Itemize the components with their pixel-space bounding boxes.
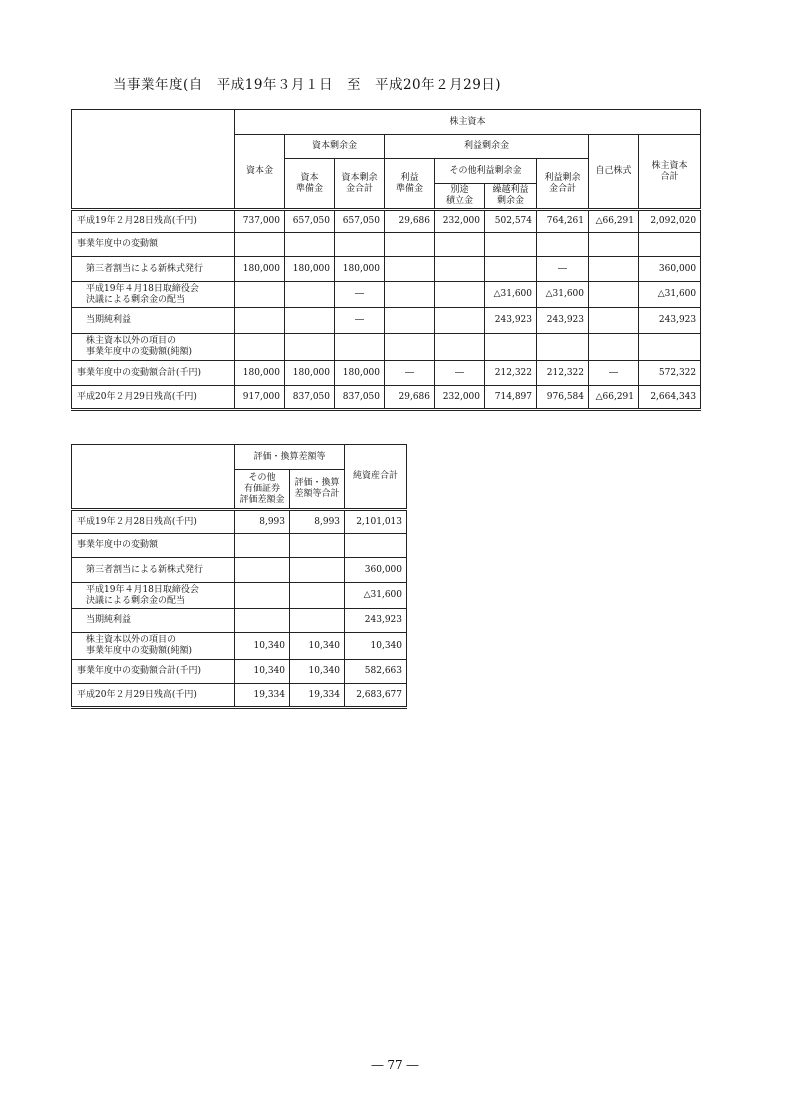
header-kabunushi-shihon-goukei: 株主資本 合計 (639, 135, 701, 210)
table-cell (435, 282, 485, 308)
table-cell (235, 583, 290, 609)
table-cell (290, 534, 345, 558)
table-cell: 917,000 (235, 386, 285, 410)
table-cell (385, 257, 435, 282)
table-cell (385, 282, 435, 308)
table-cell (589, 308, 639, 334)
table-row (72, 210, 701, 233)
table-cell (290, 558, 345, 583)
header-sonota-yuuka-shouken: その他 有価証券 評価差額金 (235, 470, 290, 510)
table-cell: 8,993 (290, 510, 345, 534)
header-shihon-junbikin: 資本 準備金 (285, 159, 335, 210)
table-cell: 2,092,020 (639, 210, 701, 233)
table-cell: △31,600 (639, 282, 701, 308)
header-corner (72, 445, 235, 510)
table-cell: 232,000 (435, 210, 485, 233)
table-cell: 2,683,677 (345, 684, 407, 708)
table-cell: 837,050 (335, 386, 385, 410)
table-cell: 572,322 (639, 361, 701, 386)
header-rieki-jouyokin: 利益剰余金 (385, 135, 589, 159)
row-label: 当期純利益 (72, 308, 235, 334)
table-cell: 657,050 (335, 210, 385, 233)
table-cell: ― (335, 308, 385, 334)
row-label: 株主資本以外の項目の 事業年度中の変動額(純額) (72, 633, 235, 660)
row-label: 平成19年４月18日取締役会 決議による剰余金の配当 (72, 583, 235, 609)
header-corner (72, 110, 235, 210)
page-title: 当事業年度(自 平成19年３月１日 至 平成20年２月29日) (113, 77, 502, 93)
table-cell (485, 233, 537, 257)
table-cell: 502,574 (485, 210, 537, 233)
table-cell (290, 583, 345, 609)
table-cell (589, 257, 639, 282)
table-cell: 360,000 (345, 558, 407, 583)
table-cell (285, 308, 335, 334)
table-cell: 10,340 (235, 633, 290, 660)
table-cell: 243,923 (345, 609, 407, 633)
table-cell (235, 282, 285, 308)
table-cell (235, 334, 285, 361)
table-cell: 10,340 (290, 633, 345, 660)
header-kurikoshi-rieki-jouyokin: 繰越利益 剰余金 (485, 184, 537, 210)
table-cell: 360,000 (639, 257, 701, 282)
header-hyouka-kansan-sagakutou-goukei: 評価・換算 差額等合計 (290, 470, 345, 510)
table-cell: △31,600 (537, 282, 589, 308)
row-label: 平成20年２月29日残高(千円) (72, 386, 235, 410)
table-cell (235, 609, 290, 633)
table-cell: 212,322 (485, 361, 537, 386)
table-cell: △66,291 (589, 386, 639, 410)
table-row (72, 510, 407, 534)
table-cell: ― (435, 361, 485, 386)
header-rieki-jouyokin-goukei: 利益剰余 金合計 (537, 159, 589, 210)
table-cell (589, 233, 639, 257)
table-row (72, 609, 407, 633)
row-label: 第三者割当による新株式発行 (72, 558, 235, 583)
table-cell (335, 334, 385, 361)
table-cell: △31,600 (485, 282, 537, 308)
header-jun-shisan-goukei: 純資産合計 (345, 445, 407, 510)
row-label: 平成19年４月18日取締役会 決議による剰余金の配当 (72, 282, 235, 308)
table-cell: 243,923 (537, 308, 589, 334)
table-cell: 582,663 (345, 660, 407, 684)
table-cell: 29,686 (385, 386, 435, 410)
table-row (72, 334, 701, 361)
row-label: 平成19年２月28日残高(千円) (72, 210, 235, 233)
header-jiko-kabushiki: 自己株式 (589, 135, 639, 210)
table-row (72, 534, 407, 558)
table-row (72, 257, 701, 282)
table-cell: 243,923 (639, 308, 701, 334)
table-cell: 2,101,013 (345, 510, 407, 534)
table-cell (435, 233, 485, 257)
table-cell: 180,000 (285, 361, 335, 386)
table-cell (485, 334, 537, 361)
table-cell: 19,334 (235, 684, 290, 708)
header-shihon-jouyokin: 資本剰余金 (285, 135, 385, 159)
table-cell (435, 257, 485, 282)
table-cell (385, 233, 435, 257)
page-number: ― 77 ― (371, 1058, 419, 1072)
header-shihon-jouyokin-goukei: 資本剰余 金合計 (335, 159, 385, 210)
shareholders-equity-table (71, 109, 701, 411)
row-label: 株主資本以外の項目の 事業年度中の変動額(純額) (72, 334, 235, 361)
header-rieki-junbikin: 利益 準備金 (385, 159, 435, 210)
table-cell: ― (385, 361, 435, 386)
table-cell: 976,584 (537, 386, 589, 410)
table-row (72, 558, 407, 583)
table-cell: 2,664,343 (639, 386, 701, 410)
valuation-net-assets-table (71, 444, 407, 709)
table-cell: 180,000 (335, 257, 385, 282)
table-cell: 232,000 (435, 386, 485, 410)
table-cell: 764,261 (537, 210, 589, 233)
table-cell (235, 534, 290, 558)
table-row (72, 633, 407, 660)
row-label: 事業年度中の変動額合計(千円) (72, 660, 235, 684)
table-cell (235, 233, 285, 257)
table-cell: ― (537, 257, 589, 282)
table-row (72, 282, 701, 308)
table-cell (537, 334, 589, 361)
table-cell: △31,600 (345, 583, 407, 609)
table-cell: 10,340 (345, 633, 407, 660)
table-cell (589, 334, 639, 361)
table-cell (385, 308, 435, 334)
table-row (72, 361, 701, 386)
table-cell: ― (335, 282, 385, 308)
row-label: 事業年度中の変動額 (72, 534, 235, 558)
table-cell (385, 334, 435, 361)
table-cell: 180,000 (235, 257, 285, 282)
table-row (72, 233, 701, 257)
table-cell (235, 558, 290, 583)
table-cell (290, 609, 345, 633)
row-label: 当期純利益 (72, 609, 235, 633)
table-cell: 180,000 (235, 361, 285, 386)
table-cell (537, 233, 589, 257)
table-cell: 180,000 (335, 361, 385, 386)
table-cell: 8,993 (235, 510, 290, 534)
table-cell (285, 282, 335, 308)
table-row (72, 386, 701, 410)
table-cell (285, 233, 335, 257)
table-cell (639, 334, 701, 361)
table-row (72, 308, 701, 334)
table-cell (345, 534, 407, 558)
table-row (72, 684, 407, 708)
table-cell: 19,334 (290, 684, 345, 708)
table-cell: 212,322 (537, 361, 589, 386)
table-cell: 29,686 (385, 210, 435, 233)
table-cell (335, 233, 385, 257)
table-cell: 243,923 (485, 308, 537, 334)
row-label: 事業年度中の変動額 (72, 233, 235, 257)
header-betto-tsumitatekin: 別途 積立金 (435, 184, 485, 210)
table-cell (435, 308, 485, 334)
table-cell: 10,340 (235, 660, 290, 684)
table-cell: 714,897 (485, 386, 537, 410)
table-cell (589, 282, 639, 308)
table-cell: 837,050 (285, 386, 335, 410)
header-sonota-rieki-jouyokin: その他利益剰余金 (435, 159, 537, 184)
table-cell (285, 334, 335, 361)
table-cell: △66,291 (589, 210, 639, 233)
table-cell (235, 308, 285, 334)
row-label: 第三者割当による新株式発行 (72, 257, 235, 282)
table-cell (485, 257, 537, 282)
table-row (72, 660, 407, 684)
header-shihonkin: 資本金 (235, 135, 285, 210)
row-label: 平成20年２月29日残高(千円) (72, 684, 235, 708)
table-cell (639, 233, 701, 257)
table-cell: 737,000 (235, 210, 285, 233)
table-cell: 10,340 (290, 660, 345, 684)
row-label: 平成19年２月28日残高(千円) (72, 510, 235, 534)
table-cell: 657,050 (285, 210, 335, 233)
row-label: 事業年度中の変動額合計(千円) (72, 361, 235, 386)
header-hyouka-kansan-sagakutou: 評価・換算差額等 (235, 445, 345, 470)
table-row (72, 583, 407, 609)
header-kabunushi-shihon: 株主資本 (235, 110, 701, 135)
table-cell (435, 334, 485, 361)
table-cell: 180,000 (285, 257, 335, 282)
table-cell: ― (589, 361, 639, 386)
